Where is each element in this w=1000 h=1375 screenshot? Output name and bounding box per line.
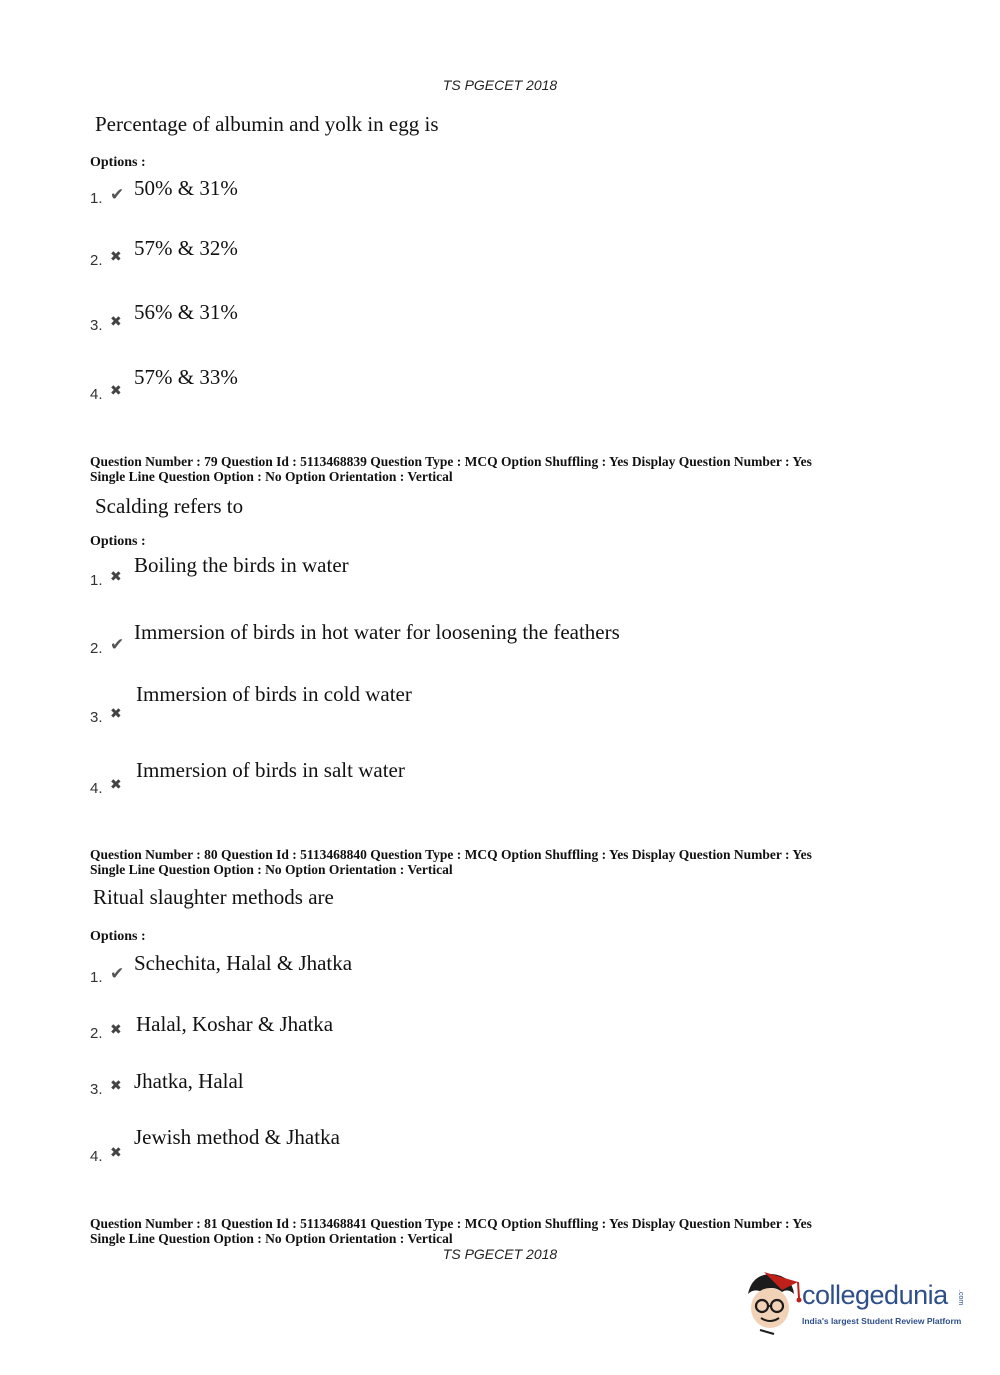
question-meta-line: Question Number : 79 Question Id : 5113468839 Question Type : MCQ Option Shuffling : Yes Display Question Number : Yes [90,454,812,469]
option-text: 50% & 31% [134,176,238,200]
question-meta-line: Single Line Question Option : No Option Orientation : Vertical [90,1231,453,1246]
question-meta-line: Single Line Question Option : No Option Orientation : Vertical [90,862,453,877]
question-meta-line: Question Number : 81 Question Id : 5113468841 Question Type : MCQ Option Shuffling : Yes Display Question Number : Yes [90,1216,812,1231]
options-label: Options : [90,929,146,944]
question-text: Scalding refers to [95,494,244,518]
correct-check-icon: ✔ [110,185,125,204]
question-meta [90,847,910,877]
question-meta [90,454,910,484]
wrong-cross-icon: ✖ [110,1146,122,1161]
option-number: 2. [90,640,103,657]
page-header: TS PGECET 2018 [442,77,558,93]
option-number: 3. [90,1081,103,1098]
wrong-cross-icon: ✖ [110,778,122,793]
option-number: 3. [90,709,103,726]
logo-domain: .com [957,1290,964,1306]
logo-wordmark: collegedunia [802,1280,948,1310]
option-number: 1. [90,969,103,986]
wrong-cross-icon: ✖ [110,1023,122,1038]
question-meta [90,1216,910,1246]
option-number: 4. [90,386,103,403]
option-number: 2. [90,252,103,269]
correct-check-icon: ✔ [110,964,125,983]
wrong-cross-icon: ✖ [110,315,122,330]
option-text: Halal, Koshar & Jhatka [136,1012,334,1036]
collegedunia-logo [742,1268,972,1338]
mascot-logo-icon [742,1268,802,1338]
question-meta-line: Question Number : 80 Question Id : 5113468840 Question Type : MCQ Option Shuffling : Yes Display Question Number : Yes [90,847,812,862]
option-number: 4. [90,780,103,797]
option-text: Jhatka, Halal [134,1069,244,1093]
option-number: 2. [90,1025,103,1042]
wrong-cross-icon: ✖ [110,384,122,399]
option-text: Immersion of birds in hot water for loosening the feathers [134,620,620,644]
logo-tagline: India's largest Student Review Platform [802,1316,962,1326]
options-label: Options : [90,155,146,170]
option-number: 1. [90,190,103,207]
option-number: 3. [90,317,103,334]
option-number: 1. [90,572,103,589]
option-text: 57% & 33% [134,365,238,389]
wrong-cross-icon: ✖ [110,1079,122,1094]
option-text: Schechita, Halal & Jhatka [134,951,353,975]
question-meta-line: Single Line Question Option : No Option Orientation : Vertical [90,469,453,484]
option-text: 57% & 32% [134,236,238,260]
page-footer: TS PGECET 2018 [442,1246,558,1262]
option-text: Boiling the birds in water [134,553,349,577]
wrong-cross-icon: ✖ [110,707,122,722]
option-text: Immersion of birds in salt water [136,758,405,782]
question-text: Ritual slaughter methods are [93,885,334,909]
wrong-cross-icon: ✖ [110,250,122,265]
question-text: Percentage of albumin and yolk in egg is [95,112,439,136]
option-text: Jewish method & Jhatka [134,1125,340,1149]
option-text: Immersion of birds in cold water [136,682,412,706]
correct-check-icon: ✔ [110,635,125,654]
options-label: Options : [90,534,146,549]
wrong-cross-icon: ✖ [110,570,122,585]
option-number: 4. [90,1148,103,1165]
option-text: 56% & 31% [134,300,238,324]
